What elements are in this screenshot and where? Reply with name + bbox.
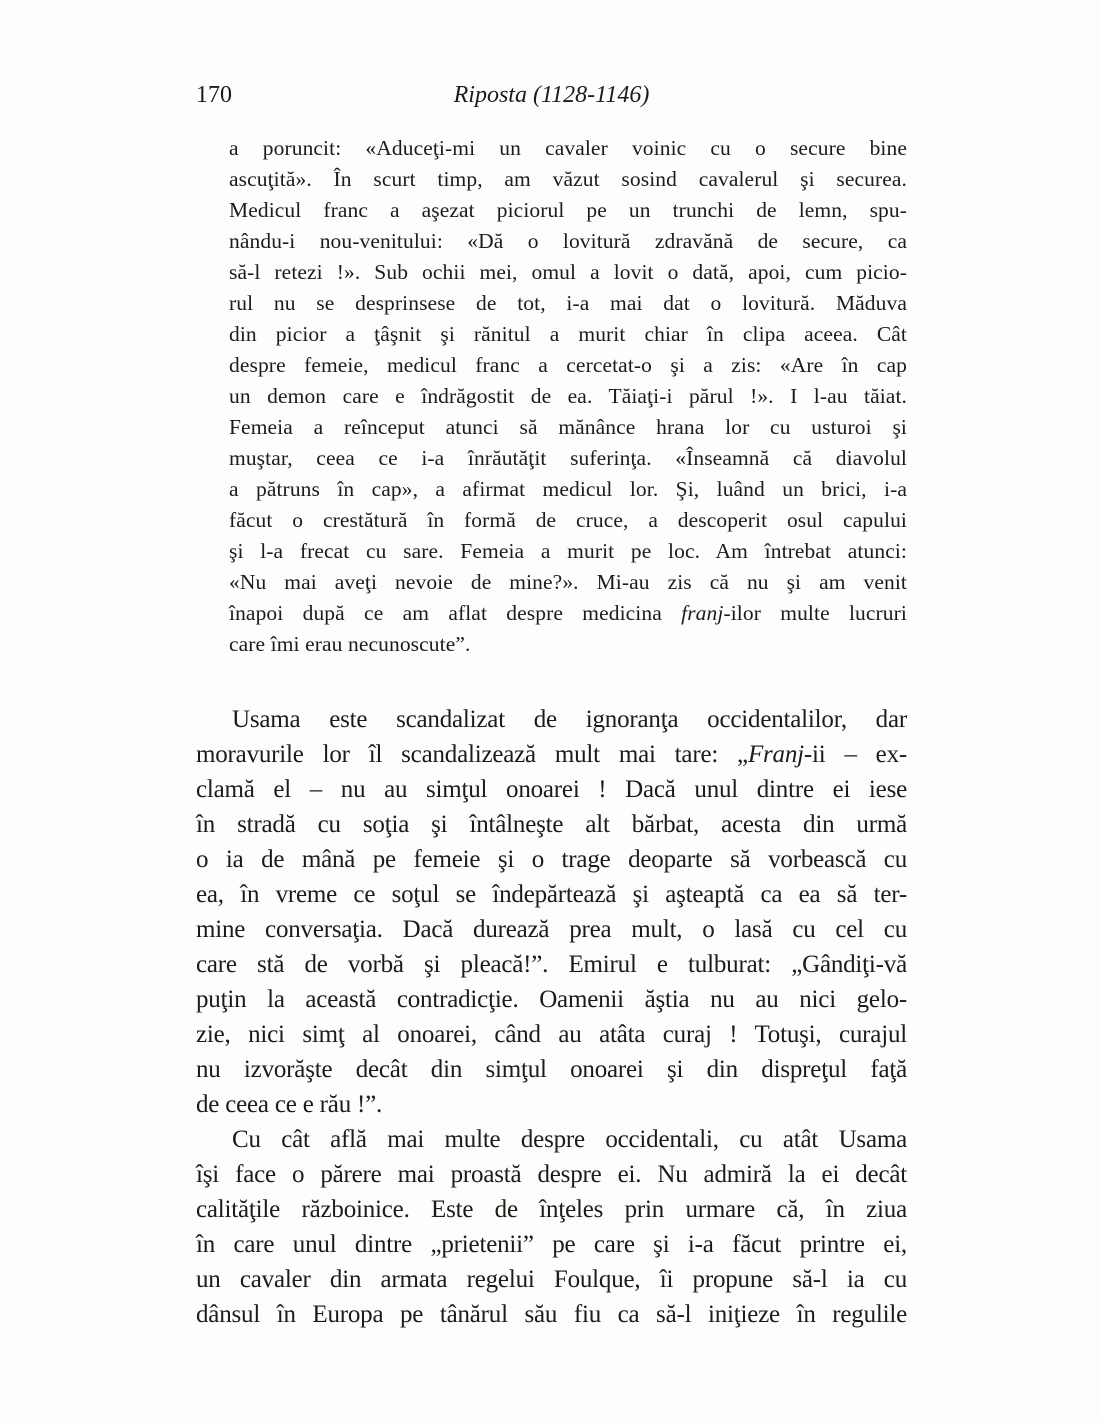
text-line: rul nu se desprinsese de tot, i-a mai dat o lovitură. Măduva: [229, 291, 907, 315]
text-line: a poruncit: «Aduceţi-mi un cavaler voinic cu o secure bine: [229, 136, 907, 160]
text-line: nu izvorăşte decât din simţul onoarei şi din dispreţul faţă: [196, 1056, 907, 1083]
text-line: de ceea ce e rău !”.: [196, 1091, 383, 1118]
text-line: calităţile războinice. Este de înţeles prin urmare că, în ziua: [196, 1196, 907, 1223]
text-line: Usama este scandalizat de ignoranţa occidentalilor, dar: [232, 706, 907, 733]
text-line: un cavaler din armata regelui Foulque, îi propune să-l ia cu: [196, 1266, 907, 1293]
text-line: un demon care e îndrăgostit de ea. Tăiaţi-i părul !». I l-au tăiat.: [229, 384, 907, 408]
text-line: în care unul dintre „prietenii” pe care şi i-a făcut printre ei,: [196, 1231, 907, 1258]
text-line: puţin la această contradicţie. Oamenii ăştia nu au nici gelo-: [196, 986, 907, 1013]
text-line: mine conversaţia. Dacă durează prea mult, o lasă cu cel cu: [196, 916, 907, 943]
paragraph-usama-scandalized: [196, 702, 907, 1122]
running-title: Riposta (1128-1146): [453, 82, 650, 108]
text-line: dânsul în Europa pe tânărul său fiu ca să-l iniţieze în regulile: [196, 1301, 907, 1328]
page-number: 170: [196, 82, 232, 108]
text-line: nându-i nou-venitului: «Dă o lovitură zdravănă de secure, ca: [229, 229, 907, 253]
text-line: muştar, ceea ce i-a înrăutăţit suferinţa. «Înseamnă că diavolul: [229, 446, 907, 470]
text-line: Medicul franc a aşezat piciorul pe un trunchi de lemn, spu-: [229, 198, 907, 222]
text-line: Femeia a reînceput atunci să mănânce hrana lor cu usturoi şi: [229, 415, 907, 439]
text-line: moravurile lor îl scandalizează mult mai tare: „Franj-ii – ex-: [196, 741, 908, 768]
text-line: făcut o crestătură în formă de cruce, a descoperit osul capului: [229, 508, 907, 532]
text-line: care stă de vorbă şi pleacă!”. Emirul e tulburat: „Gândiţi-vă: [196, 951, 907, 978]
paragraph-usama-opinion: [196, 1122, 907, 1332]
page-header: [196, 82, 907, 110]
text-line: zie, nici simţ al onoarei, când au atâta curaj ! Totuşi, curajul: [196, 1021, 907, 1048]
text-line: ea, în vreme ce soţul se îndepărtează şi aşteaptă ca ea să ter-: [196, 881, 907, 908]
text-line: în stradă cu soţia şi întâlneşte alt bărbat, acesta din urmă: [196, 811, 907, 838]
text-line: din picior a ţâşnit şi rănitul a murit chiar în clipa aceea. Cât: [229, 322, 907, 346]
text-line: ascuţită». În scurt timp, am văzut sosind cavalerul şi securea.: [229, 167, 907, 191]
text-line: o ia de mână pe femeie şi o trage deoparte să vorbească cu: [196, 846, 907, 873]
text-line: a pătruns în cap», a afirmat medicul lor. Şi, luând un brici, i-a: [229, 477, 907, 501]
body-text: [196, 702, 907, 1332]
text-line: înapoi după ce am aflat despre medicina franj-ilor multe lucruri: [229, 601, 907, 625]
text-line: care îmi erau necunoscute”.: [229, 632, 471, 656]
block-quote: [229, 133, 907, 660]
text-line: îşi face o părere mai proastă despre ei. Nu admiră la ei decât: [196, 1161, 907, 1188]
text-line: să-l retezi !». Sub ochii mei, omul a lovit o dată, apoi, cum picio-: [229, 260, 907, 284]
text-line: şi l-a frecat cu sare. Femeia a murit pe loc. Am întrebat atunci:: [229, 539, 907, 563]
text-line: Cu cât află mai multe despre occidentali, cu atât Usama: [232, 1126, 907, 1153]
text-line: clamă el – nu au simţul onoarei ! Dacă unul dintre ei iese: [196, 776, 907, 803]
text-line: despre femeie, medicul franc a cercetat-o şi a zis: «Are în cap: [229, 353, 907, 377]
text-line: «Nu mai aveţi nevoie de mine?». Mi-au zis că nu şi am venit: [229, 570, 907, 594]
